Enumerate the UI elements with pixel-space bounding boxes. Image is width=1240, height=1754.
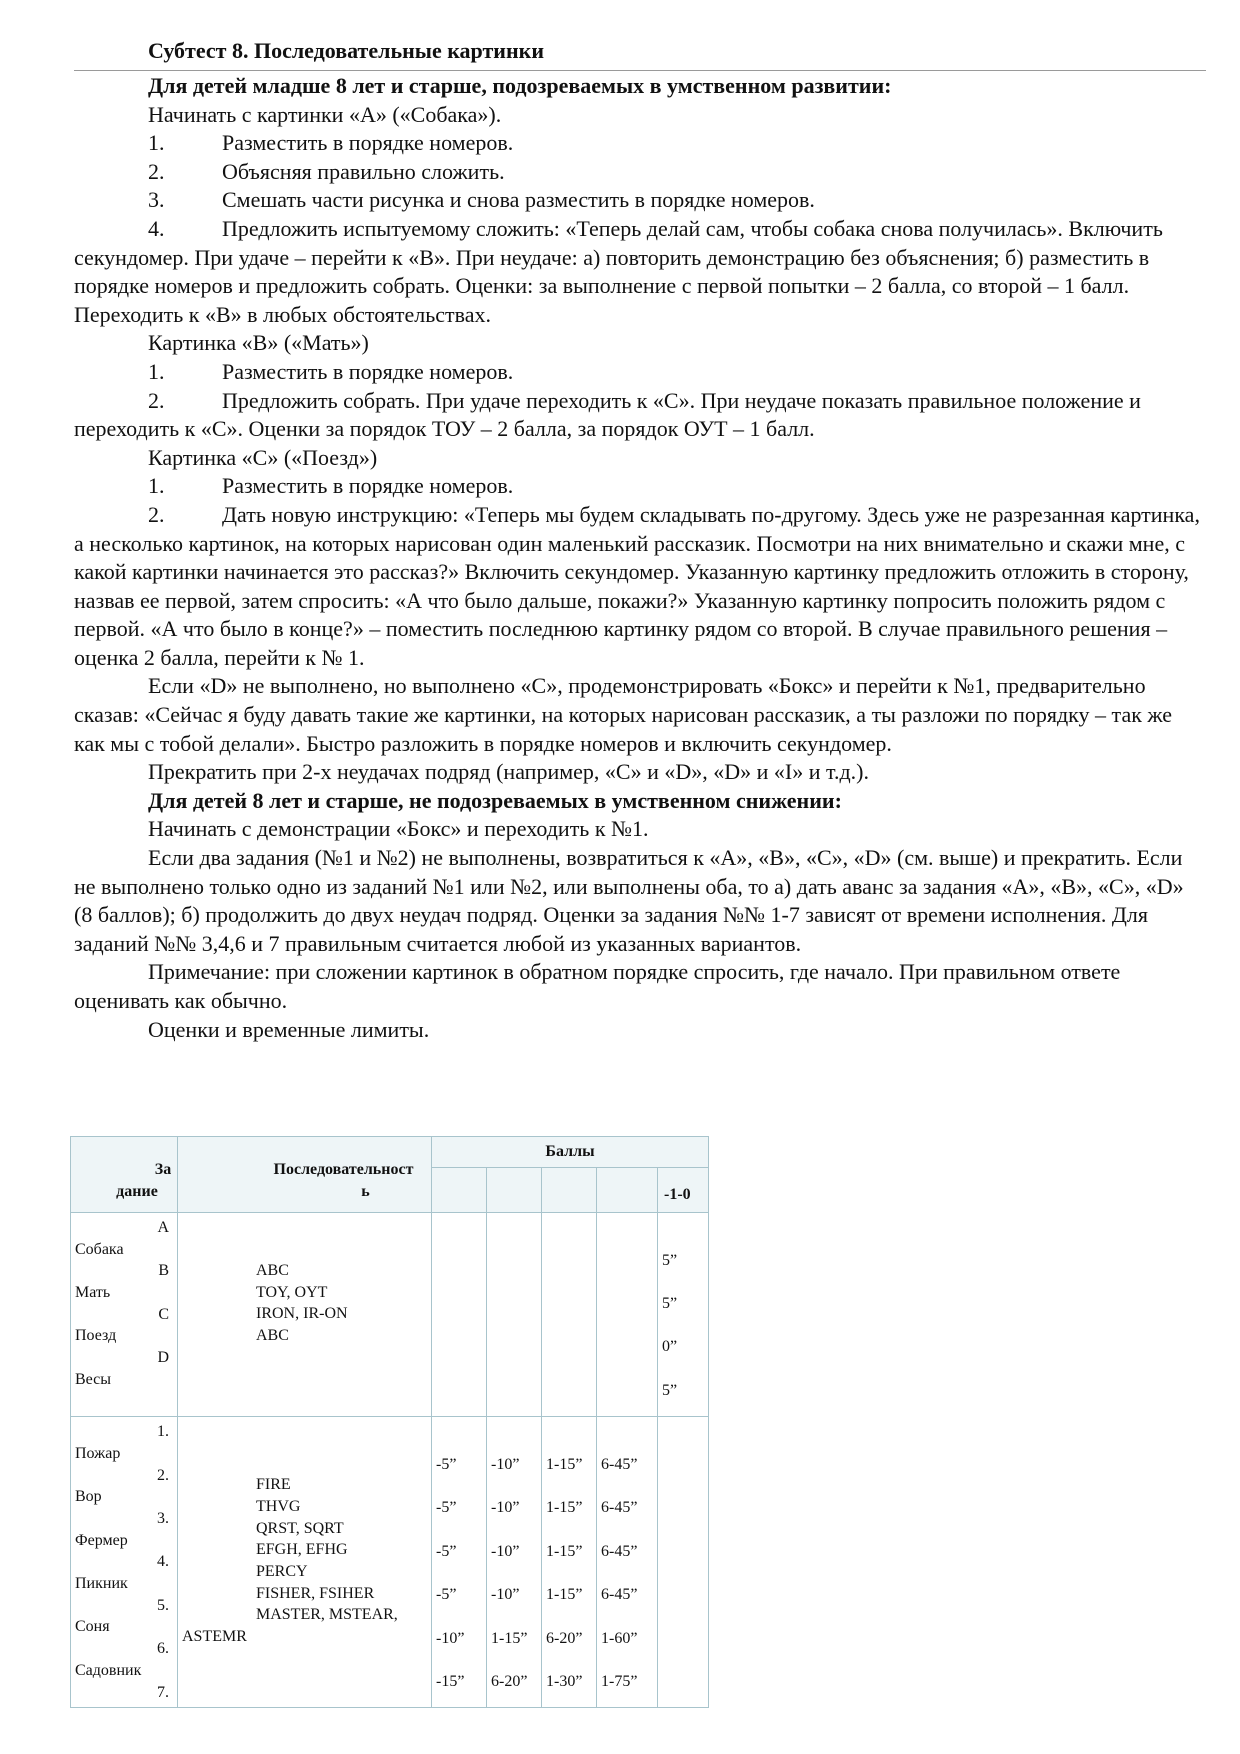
header-score-col-5: -1-0 [658, 1168, 709, 1213]
task-cell [71, 1213, 178, 1417]
score-value: -5” [436, 1542, 457, 1560]
instructions-text [74, 72, 1206, 1044]
task-name: Мать [75, 1284, 111, 1302]
score-value: -10” [491, 1542, 520, 1560]
sequence-value: THVG [256, 1497, 301, 1515]
task-mark: 6. [157, 1640, 169, 1658]
paragraph: Если «D» не выполнено, но выполнено «С», продемонстрировать «Бокс» и перейти к №1, предварительно сказав: «Сейчас я буду давать такие же картинки, на которых нарисован рассказик, а ты разложи по порядку – так же как мы с тобой делали». Быстро разложить в порядке номеров и включить секундомер. [74, 673, 1173, 756]
sequence-value: MASTER, MSTEAR, [256, 1606, 398, 1624]
header-scores: Баллы [432, 1137, 709, 1168]
list-item-text: Предложить собрать. При удаче переходить к «С». При неудаче показать правильное положение и переходить к «С». Оценки за порядок ТОУ – 2 балла, за порядок ОУТ – 1 балл. [74, 387, 1141, 442]
task-name: Поезд [75, 1327, 117, 1345]
paragraph: Прекратить при 2-х неудачах подряд (например, «С» и «D», «D» и «I» и т.д.). [148, 759, 869, 785]
list-item-text: Смешать части рисунка и снова разместить в порядке номеров. [222, 187, 815, 213]
list-item-text: Дать новую инструкцию: «Теперь мы будем складывать по-другому. Здесь уже не разрезанная картинка, а несколько картинок, на которых нарисован один маленький рассказик. Посмотри на них внимательно и скажи мне, с какой картинки начинается это рассказ?» Включить секундомер. Указанную картинку предложить отложить в сторону, назвав ее первой, затем спросить: «А что было дальше, покажи?» Указанную картинку попросить положить рядом с первой. «А что было в конце?» – поместить последнюю картинку рядом со второй. В случае правильного решения – оценка 2 балла, перейти к № 1. [74, 501, 1200, 670]
sequence-value: ABC [256, 1327, 289, 1345]
task-mark: A [157, 1219, 169, 1236]
list-item-text: Разместить в порядке номеров. [222, 130, 514, 156]
score-value: -10” [491, 1455, 520, 1473]
task-name: Фермер [75, 1531, 128, 1549]
score-value: -5” [436, 1455, 457, 1473]
task-mark: C [158, 1305, 169, 1323]
task-mark: D [157, 1349, 169, 1367]
sequence-value: PERCY [256, 1563, 308, 1580]
list-item [74, 472, 1206, 501]
score-value: 6-20” [546, 1629, 583, 1647]
score-value: 1-60” [601, 1629, 638, 1647]
task-name: Соня [75, 1618, 110, 1636]
scores-time-limits-table [70, 1136, 709, 1708]
sequence-value: ABC [256, 1262, 289, 1279]
task-cell [71, 1417, 178, 1708]
task-mark: 5. [157, 1596, 169, 1614]
sequence-value: FIRE [256, 1476, 291, 1494]
sequence-cell [178, 1417, 432, 1708]
list-item [74, 358, 1206, 387]
list-item [74, 186, 1206, 215]
list-item-text: Объясняя правильно сложить. [222, 158, 505, 184]
task-name: Весы [75, 1370, 112, 1388]
score-value: 5” [662, 1251, 678, 1269]
task-mark: 7. [157, 1683, 169, 1701]
sequence-value: ASTEMR [182, 1628, 247, 1646]
header-score-col-4 [597, 1168, 658, 1213]
sequence-value: QRST, SQRT [256, 1519, 344, 1537]
task-mark: B [158, 1262, 169, 1280]
header-task: За дание [71, 1137, 178, 1213]
task-name: Пожар [75, 1444, 121, 1462]
paragraph: Начинать с демонстрации «Бокс» и переходить к №1. [148, 816, 649, 842]
list-number: 1. [148, 473, 165, 499]
sequence-cell [178, 1213, 432, 1417]
score-cell [487, 1417, 542, 1708]
score-value: 1-15” [546, 1542, 583, 1560]
subtest-title: Субтест 8. Последовательные картинки [148, 38, 545, 63]
score-value: 5” [662, 1295, 678, 1313]
paragraph: Примечание: при сложении картинок в обратном порядке спросить, где начало. При правильном ответе оценивать как обычно. [74, 959, 1121, 1013]
list-number: 2. [148, 501, 165, 527]
sequence-value: EFGH, EFHG [256, 1541, 348, 1559]
list-number: 2. [148, 387, 165, 413]
score-value: 5” [662, 1381, 678, 1399]
list-item [74, 158, 1206, 187]
list-number: 3. [148, 187, 165, 213]
sequence-value: FISHER, FSIHER [256, 1584, 375, 1602]
paragraph: Картинка «С» («Поезд») [148, 444, 378, 470]
title-rule [74, 70, 1206, 71]
score-value: 1-15” [491, 1629, 528, 1647]
score-value: 6-45” [601, 1499, 638, 1517]
list-number: 2. [148, 158, 165, 184]
score-value: 1-15” [546, 1455, 583, 1473]
sequence-value: TOY, OYT [256, 1283, 328, 1301]
table-row-group-stories [71, 1417, 709, 1708]
paragraph: Если два задания (№1 и №2) не выполнены, возвратиться к «А», «В», «С», «D» (см. выше) и прекратить. Если не выполнено только одно из заданий №1 или №2, или выполнены оба, то а) дать аванс за задания «А», «В», «С», «D» (8 баллов); б) продолжить до двух неудач подряд. Оценки за задания №№ 1-7 зависят от времени исполнения. Для заданий №№ 3,4,6 и 7 правильным считается любой из указанных вариантов. [74, 845, 1184, 956]
paragraph: Начинать с картинки «А» («Собака»). [148, 101, 502, 127]
score-value: 1-75” [601, 1672, 638, 1690]
score-value: 6-20” [491, 1672, 528, 1690]
score-value: 6-45” [601, 1542, 638, 1560]
header-score-col-3 [542, 1168, 597, 1213]
score-cell [432, 1417, 487, 1708]
paragraph: Оценки и временные лимиты. [148, 1016, 430, 1042]
list-item [74, 501, 1206, 673]
task-mark: 3. [157, 1510, 169, 1527]
score-value: 0” [662, 1338, 678, 1356]
list-number: 4. [148, 215, 165, 241]
score-cell [542, 1417, 597, 1708]
score-value: 1-15” [546, 1499, 583, 1517]
task-name: Собака [75, 1240, 124, 1258]
score-value: -15” [436, 1672, 465, 1690]
list-item [74, 215, 1206, 329]
paragraph: Картинка «В» («Мать») [148, 330, 369, 356]
list-number: 1. [148, 130, 165, 156]
score-value: -10” [491, 1499, 520, 1517]
task-mark: 1. [157, 1423, 169, 1441]
score-value: 1-30” [546, 1672, 583, 1690]
task-mark: 4. [157, 1553, 169, 1571]
header-score-col-2 [487, 1168, 542, 1213]
score-value: -10” [436, 1629, 465, 1647]
score-cell [597, 1417, 658, 1708]
list-item [74, 129, 1206, 158]
score-value: -5” [436, 1586, 457, 1604]
task-mark: 2. [157, 1466, 169, 1484]
task-name: Пикник [75, 1575, 128, 1593]
score-value: 6-45” [601, 1455, 638, 1473]
sequence-value: IRON, IR-ON [256, 1305, 348, 1323]
task-name: Вор [75, 1488, 102, 1506]
list-number: 1. [148, 358, 165, 384]
list-item-text: Разместить в порядке номеров. [222, 358, 514, 384]
task-name: Садовник [75, 1661, 142, 1679]
table-row-group-pictures [71, 1213, 709, 1417]
list-item [74, 387, 1206, 444]
list-item-text: Предложить испытуемому сложить: «Теперь делай сам, чтобы собака снова получилась». Включить секундомер. При удаче – перейти к «В». При неудаче: а) повторить демонстрацию без объяснения; б) разместить в порядке номеров и предложить собрать. Оценки: за выполнение с первой попытки – 2 балла, со второй – 1 балл. Переходить к «В» в любых обстоятельствах. [74, 215, 1163, 327]
score-value: 1-15” [546, 1586, 583, 1604]
score-cell [658, 1213, 709, 1417]
score-value: -5” [436, 1499, 457, 1517]
score-value: 6-45” [601, 1586, 638, 1604]
section-heading: Для детей младше 8 лет и старше, подозреваемых в умственном развитии: [148, 73, 892, 98]
header-sequence: Последовательност ь [178, 1137, 432, 1213]
score-value: -10” [491, 1586, 520, 1604]
header-score-col-1 [432, 1168, 487, 1213]
section-heading: Для детей 8 лет и старше, не подозреваемых в умственном снижении: [148, 787, 842, 813]
list-item-text: Разместить в порядке номеров. [222, 473, 514, 499]
